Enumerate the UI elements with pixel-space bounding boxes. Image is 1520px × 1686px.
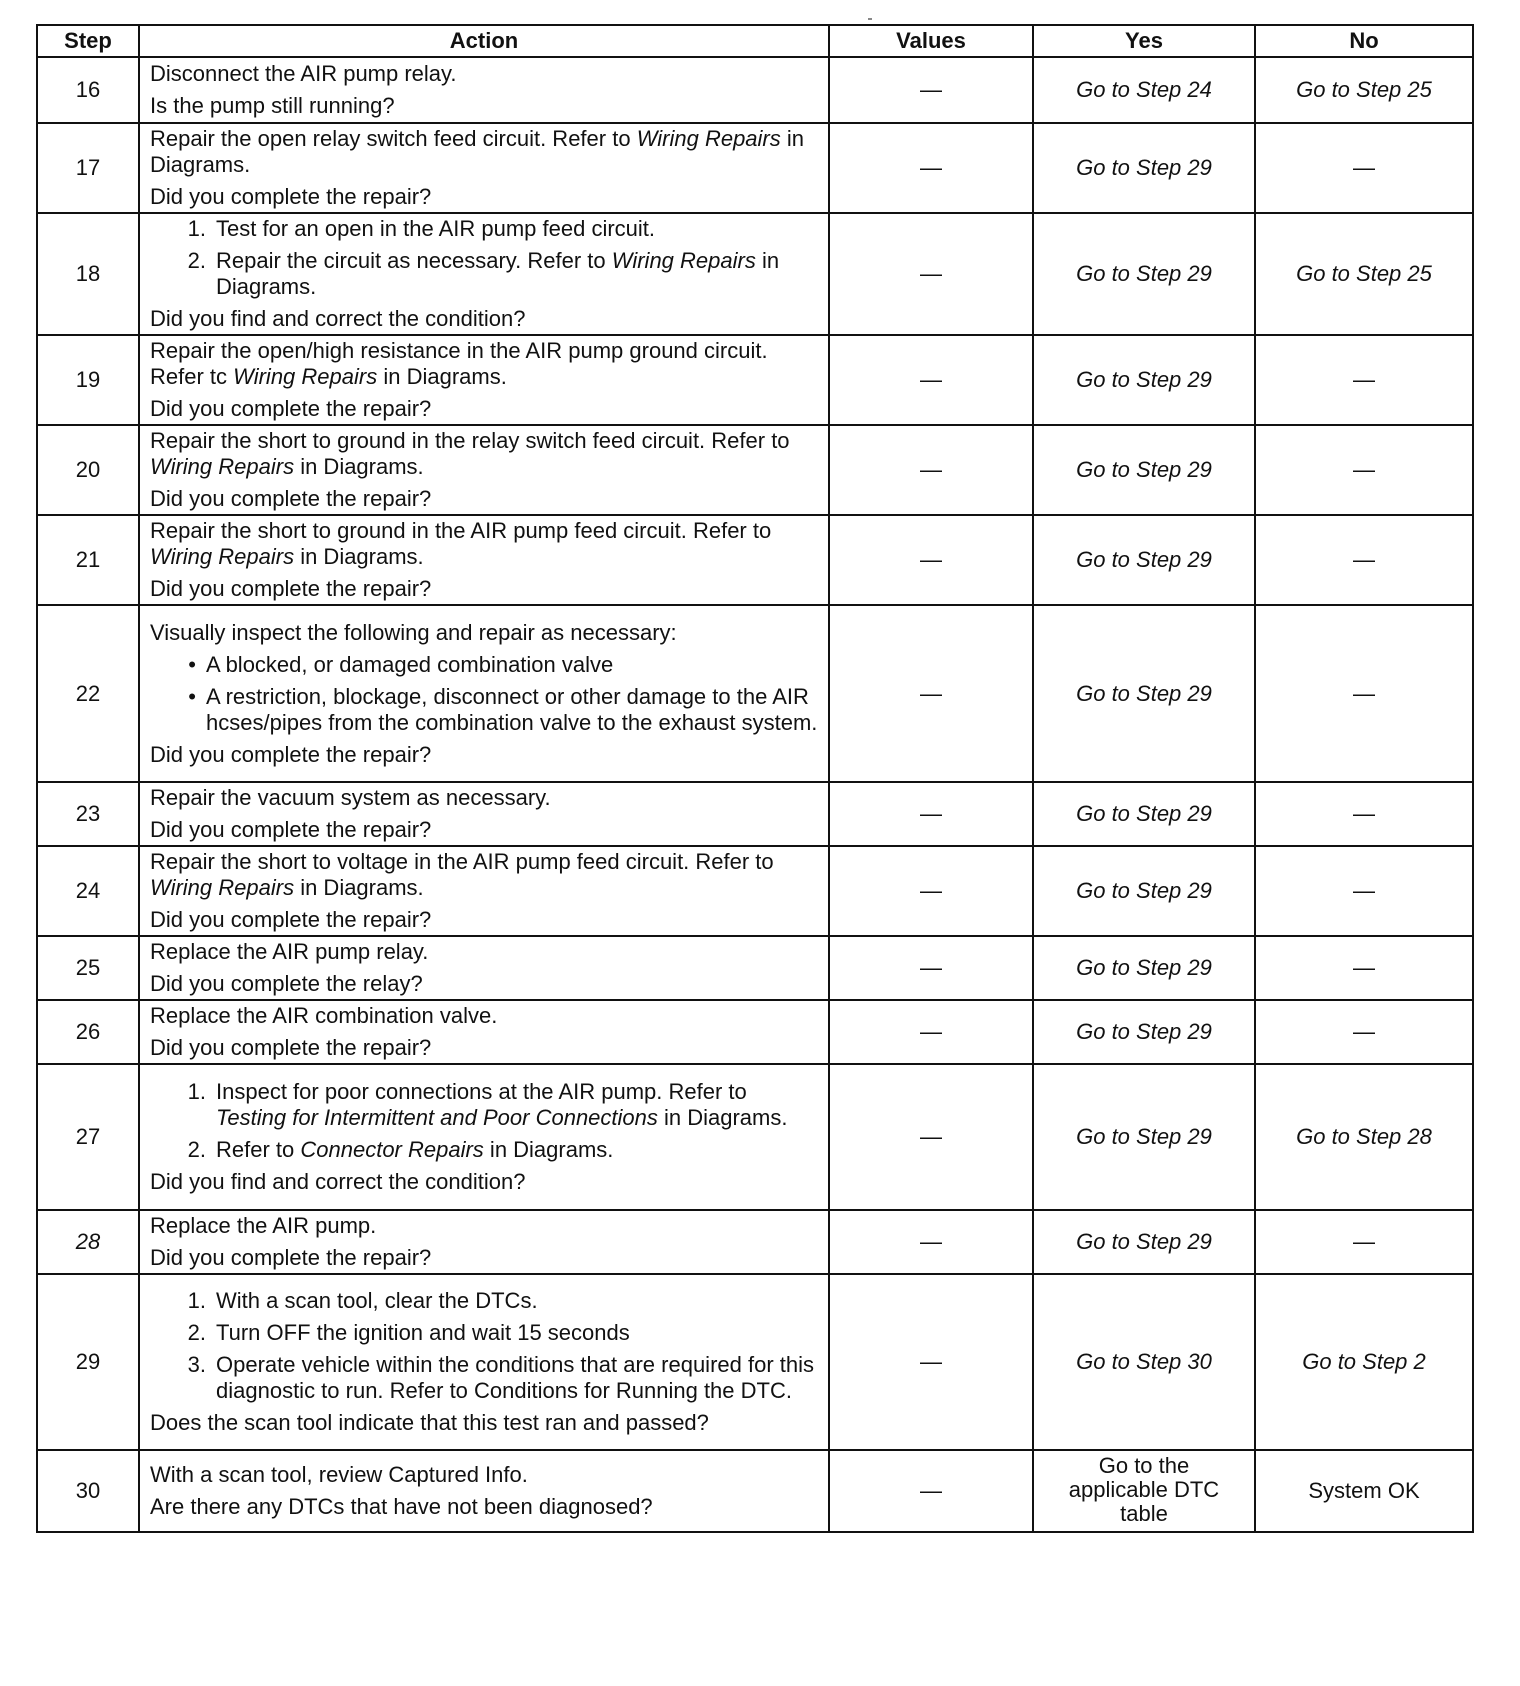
table-row xyxy=(37,782,1473,846)
yes-cell: Go to Step 29 xyxy=(1033,846,1255,936)
action-cell xyxy=(139,335,829,425)
action-question xyxy=(150,486,818,512)
no-cell: — xyxy=(1255,936,1473,1000)
numbered-item xyxy=(150,216,818,242)
table-row xyxy=(37,57,1473,123)
action-question xyxy=(150,306,818,332)
action-question xyxy=(150,1245,818,1271)
table-body xyxy=(37,57,1473,1532)
text-run: Did you complete the repair? xyxy=(150,741,432,767)
action-question xyxy=(150,184,818,210)
text-run: Did you find and correct the condition? xyxy=(150,1169,526,1194)
action-instruction xyxy=(150,620,818,646)
bullet-icon: • xyxy=(188,651,196,677)
action-instruction xyxy=(150,1213,818,1239)
text-run: Replace the AIR pump. xyxy=(150,1213,377,1238)
numbered-item xyxy=(150,248,818,300)
item-number: 2. xyxy=(187,1137,206,1162)
action-instruction xyxy=(150,428,818,480)
values-cell: — xyxy=(829,425,1033,515)
no-cell: Go to Step 25 xyxy=(1255,57,1473,123)
action-question xyxy=(150,576,818,602)
table-row xyxy=(37,213,1473,335)
yes-cell: Go to Step 29 xyxy=(1033,1064,1255,1210)
yes-cell: Go to Step 29 xyxy=(1033,425,1255,515)
action-question xyxy=(150,1169,818,1195)
table-row xyxy=(37,1450,1473,1532)
item-number: 2. xyxy=(187,248,206,273)
item-number: 1. xyxy=(187,216,206,241)
yes-cell: Go to Step 29 xyxy=(1033,605,1255,782)
header-values: Values xyxy=(829,25,1033,57)
item-number: 3. xyxy=(187,1352,206,1377)
step-number: 18 xyxy=(37,213,139,335)
action-question xyxy=(150,817,818,843)
text-run: A restriction, blockage, disconnect or other damage to the AIR hcses/pipes from the combination valve to the exhaust system. xyxy=(206,683,818,735)
action-instruction xyxy=(150,1462,818,1488)
text-run: Did you complete the repair? xyxy=(150,576,432,601)
action-instruction xyxy=(150,785,818,811)
action-cell xyxy=(139,1210,829,1274)
action-instruction xyxy=(150,126,818,178)
table-row xyxy=(37,515,1473,605)
bullet-item xyxy=(150,684,818,736)
action-question xyxy=(150,93,818,119)
no-cell: — xyxy=(1255,605,1473,782)
values-cell: — xyxy=(829,1274,1033,1450)
text-run: Did you complete the repair? xyxy=(150,184,432,209)
action-question xyxy=(150,1035,818,1061)
text-run: A blocked, or damaged combination valve xyxy=(206,651,614,677)
no-cell: Go to Step 25 xyxy=(1255,213,1473,335)
item-text xyxy=(216,1288,818,1314)
text-run: Repair the vacuum system as necessary. xyxy=(150,785,551,810)
scan-speck xyxy=(868,18,872,20)
table-row xyxy=(37,1274,1473,1450)
action-instruction xyxy=(150,939,818,965)
action-cell xyxy=(139,1000,829,1064)
no-cell: Go to Step 2 xyxy=(1255,1274,1473,1450)
text-run: Did you find and correct the condition? xyxy=(150,306,526,331)
action-cell xyxy=(139,1274,829,1450)
step-number: 19 xyxy=(37,335,139,425)
item-text xyxy=(216,1352,818,1404)
action-cell xyxy=(139,123,829,213)
table-header xyxy=(37,25,1473,57)
yes-cell: Go to Step 29 xyxy=(1033,515,1255,605)
header-step: Step xyxy=(37,25,139,57)
numbered-item xyxy=(150,1320,818,1346)
numbered-item xyxy=(150,1137,818,1163)
item-text xyxy=(216,1320,818,1346)
values-cell: — xyxy=(829,1210,1033,1274)
table-row xyxy=(37,1210,1473,1274)
action-cell xyxy=(139,515,829,605)
no-cell: — xyxy=(1255,846,1473,936)
no-cell: System OK xyxy=(1255,1450,1473,1532)
table-row xyxy=(37,425,1473,515)
numbered-item xyxy=(150,1352,818,1404)
step-number: 20 xyxy=(37,425,139,515)
text-run: Repair the short to voltage in the AIR pump feed circuit. Refer to xyxy=(150,849,774,874)
item-text xyxy=(206,684,818,736)
table-row xyxy=(37,605,1473,782)
values-cell: — xyxy=(829,515,1033,605)
step-number: 16 xyxy=(37,57,139,123)
reference-title: Testing for Intermittent and Poor Connections xyxy=(216,1105,658,1130)
numbered-item xyxy=(150,1288,818,1314)
yes-cell: Go to Step 29 xyxy=(1033,123,1255,213)
action-cell xyxy=(139,425,829,515)
action-question xyxy=(150,1494,818,1520)
text-run: in Diagrams. xyxy=(294,454,424,479)
text-run: Did you complete the repair? xyxy=(150,907,432,932)
text-run: Operate vehicle within the conditions that are required for this diagnostic to run. Refer to Conditions for Running the DTC. xyxy=(216,1352,814,1403)
values-cell: — xyxy=(829,1450,1033,1532)
no-cell: — xyxy=(1255,123,1473,213)
action-cell xyxy=(139,782,829,846)
text-run: in Diagrams. xyxy=(150,126,805,177)
yes-cell: Go to Step 29 xyxy=(1033,213,1255,335)
yes-cell: Go to Step 29 xyxy=(1033,936,1255,1000)
text-run: in Diagrams. xyxy=(294,544,424,569)
bullet-icon: • xyxy=(188,683,196,709)
yes-cell: Go to Step 30 xyxy=(1033,1274,1255,1450)
item-text xyxy=(216,248,818,300)
action-cell xyxy=(139,605,829,782)
reference-title: Wiring Repairs xyxy=(150,454,295,479)
text-run: Repair the circuit as necessary. Refer to xyxy=(216,248,612,273)
values-cell: — xyxy=(829,57,1033,123)
values-cell: — xyxy=(829,1064,1033,1210)
step-number: 22 xyxy=(37,605,139,782)
bullet-item xyxy=(150,652,818,678)
action-cell xyxy=(139,57,829,123)
item-text xyxy=(216,216,818,242)
text-run: With a scan tool, clear the DTCs. xyxy=(216,1288,538,1313)
reference-title: Wiring Repairs xyxy=(150,544,295,569)
numbered-item xyxy=(150,1079,818,1131)
action-cell xyxy=(139,846,829,936)
item-text xyxy=(216,1079,818,1131)
step-number: 26 xyxy=(37,1000,139,1064)
no-cell: — xyxy=(1255,1000,1473,1064)
table-row xyxy=(37,123,1473,213)
action-instruction xyxy=(150,518,818,570)
action-cell xyxy=(139,1450,829,1532)
text-run: Is the pump still running? xyxy=(150,93,395,118)
text-run: Did you complete the repair? xyxy=(150,486,432,511)
values-cell: — xyxy=(829,846,1033,936)
table-row xyxy=(37,335,1473,425)
yes-cell: Go to Step 29 xyxy=(1033,1000,1255,1064)
values-cell: — xyxy=(829,782,1033,846)
action-cell xyxy=(139,213,829,335)
action-cell xyxy=(139,1064,829,1210)
item-text xyxy=(216,1137,818,1163)
text-run: Replace the AIR pump relay. xyxy=(150,939,429,964)
no-cell: — xyxy=(1255,1210,1473,1274)
item-number: 2. xyxy=(187,1320,206,1345)
step-number: 23 xyxy=(37,782,139,846)
values-cell: — xyxy=(829,123,1033,213)
no-cell: — xyxy=(1255,515,1473,605)
text-run: Refer to xyxy=(216,1137,301,1162)
table-row xyxy=(37,846,1473,936)
table-row xyxy=(37,936,1473,1000)
header-row xyxy=(37,25,1473,57)
diagnostic-table xyxy=(36,24,1474,1533)
text-run: Replace the AIR combination valve. xyxy=(150,1003,498,1028)
no-cell: — xyxy=(1255,335,1473,425)
action-question xyxy=(150,742,818,768)
no-cell: — xyxy=(1255,782,1473,846)
no-cell: Go to Step 28 xyxy=(1255,1064,1473,1210)
text-run: Repair the open relay switch feed circuit. Refer to xyxy=(150,126,637,151)
text-run: Repair the open/high resistance in the AIR pump ground circuit. Refer tc xyxy=(150,338,768,389)
yes-cell: Go to the applicable DTC table xyxy=(1033,1450,1255,1532)
text-run: in Diagrams. xyxy=(657,1105,788,1130)
step-number: 17 xyxy=(37,123,139,213)
text-run: Repair the short to ground in the AIR pump feed circuit. Refer to xyxy=(150,518,772,543)
values-cell: — xyxy=(829,213,1033,335)
item-text xyxy=(206,652,818,678)
action-instruction xyxy=(150,338,818,390)
reference-title: Connector Repairs xyxy=(300,1137,484,1162)
text-run: Does the scan tool indicate that this test ran and passed? xyxy=(150,1410,709,1435)
text-run: Did you complete the relay? xyxy=(150,971,423,996)
action-instruction xyxy=(150,849,818,901)
action-cell xyxy=(139,936,829,1000)
step-number: 24 xyxy=(37,846,139,936)
values-cell: — xyxy=(829,605,1033,782)
step-number: 27 xyxy=(37,1064,139,1210)
reference-title: Wiring Repairs xyxy=(150,875,295,900)
header-no: No xyxy=(1255,25,1473,57)
text-run: in Diagrams. xyxy=(294,875,424,900)
action-instruction xyxy=(150,1003,818,1029)
step-number: 30 xyxy=(37,1450,139,1532)
header-action: Action xyxy=(139,25,829,57)
text-run: in Diagrams. xyxy=(377,364,507,389)
text-run: in Diagrams. xyxy=(483,1137,614,1162)
yes-cell: Go to Step 29 xyxy=(1033,1210,1255,1274)
table-row xyxy=(37,1064,1473,1210)
text-run: Did you complete the repair? xyxy=(150,817,432,842)
text-run: Turn OFF the ignition and wait 15 seconds xyxy=(216,1320,630,1345)
values-cell: — xyxy=(829,335,1033,425)
action-instruction xyxy=(150,61,818,87)
action-question xyxy=(150,907,818,933)
values-cell: — xyxy=(829,936,1033,1000)
reference-title: Wiring Repairs xyxy=(636,126,781,151)
no-cell: — xyxy=(1255,425,1473,515)
values-cell: — xyxy=(829,1000,1033,1064)
text-run: With a scan tool, review Captured Info. xyxy=(150,1462,528,1487)
text-run: Repair the short to ground in the relay switch feed circuit. Refer to xyxy=(150,428,790,453)
text-run: Inspect for poor connections at the AIR pump. Refer to xyxy=(216,1079,747,1104)
text-run: Did you complete the repair? xyxy=(150,1035,432,1060)
step-number: 21 xyxy=(37,515,139,605)
step-number: 25 xyxy=(37,936,139,1000)
step-number: 28 xyxy=(37,1210,139,1274)
step-number: 29 xyxy=(37,1274,139,1450)
reference-title: Wiring Repairs xyxy=(611,248,756,273)
text-run: Test for an open in the AIR pump feed circuit. xyxy=(216,216,656,241)
text-run: Visually inspect the following and repair as necessary: xyxy=(150,619,677,645)
action-question xyxy=(150,1410,818,1436)
text-run: Disconnect the AIR pump relay. xyxy=(150,61,457,86)
action-question xyxy=(150,396,818,422)
table-row xyxy=(37,1000,1473,1064)
header-yes: Yes xyxy=(1033,25,1255,57)
item-number: 1. xyxy=(187,1079,206,1104)
text-run: in Diagrams. xyxy=(216,248,780,299)
text-run: Did you complete the repair? xyxy=(150,1245,432,1270)
text-run: Did you complete the repair? xyxy=(150,396,432,421)
yes-cell: Go to Step 29 xyxy=(1033,782,1255,846)
yes-cell: Go to Step 24 xyxy=(1033,57,1255,123)
text-run: Are there any DTCs that have not been diagnosed? xyxy=(150,1494,653,1519)
action-question xyxy=(150,971,818,997)
yes-cell: Go to Step 29 xyxy=(1033,335,1255,425)
reference-title: Wiring Repairs xyxy=(233,364,378,389)
item-number: 1. xyxy=(187,1288,206,1313)
